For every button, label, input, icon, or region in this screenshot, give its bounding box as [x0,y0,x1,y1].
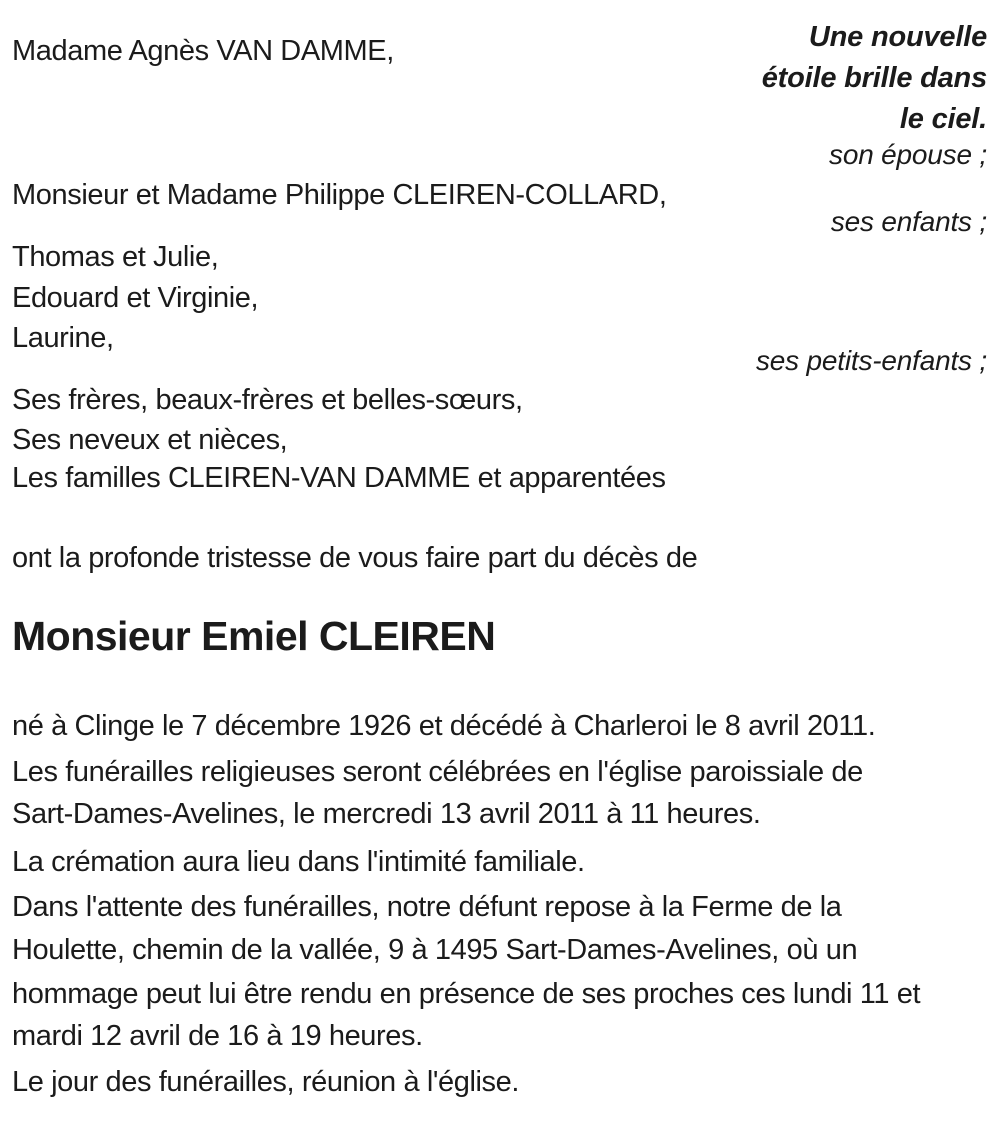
grandchild-name-line: Edouard et Virginie, [12,282,259,314]
detail-line-gathering: Le jour des funérailles, réunion à l'église. [12,1066,520,1098]
grandchild-name-line: Thomas et Julie, [12,241,219,273]
detail-line-funeral-1: Les funérailles religieuses seront célébrées en l'église paroissiale de [12,756,863,788]
memorial-quote-line-3: le ciel. [899,103,987,135]
grandchild-name-line: Laurine, [12,322,114,354]
family-line-nephews: Ses neveux et nièces, [12,424,288,456]
detail-line-birth-death: né à Clinge le 7 décembre 1926 et décédé à Charleroi le 8 avril 2011. [12,710,876,742]
memorial-quote-line-1: Une nouvelle [808,21,987,53]
deceased-name-heading: Monsieur Emiel CLEIREN [12,613,496,659]
relation-label-spouse: son épouse ; [829,139,987,170]
relation-label-grandchildren: ses petits-enfants ; [755,345,987,376]
announcement-intro: ont la profonde tristesse de vous faire part du décès de [12,542,698,574]
detail-line-repose-1: Dans l'attente des funérailles, notre défunt repose à la Ferme de la [12,891,842,923]
detail-line-cremation: La crémation aura lieu dans l'intimité familiale. [12,846,585,878]
children-names-line: Monsieur et Madame Philippe CLEIREN-COLLARD, [12,179,667,211]
detail-line-funeral-2: Sart-Dames-Avelines, le mercredi 13 avril 2011 à 11 heures. [12,798,761,830]
memorial-quote-line-2: étoile brille dans [761,62,987,94]
family-line-families: Les familles CLEIREN-VAN DAMME et apparentées [12,462,666,494]
relation-label-children: ses enfants ; [830,206,987,237]
detail-line-repose-2: Houlette, chemin de la vallée, 9 à 1495 Sart-Dames-Avelines, où un [12,934,858,966]
spouse-name-line: Madame Agnès VAN DAMME, [12,35,394,67]
family-line-siblings: Ses frères, beaux-frères et belles-sœurs, [12,384,523,416]
detail-line-repose-4: mardi 12 avril de 16 à 19 heures. [12,1020,423,1052]
detail-line-repose-3: hommage peut lui être rendu en présence de ses proches ces lundi 11 et [12,978,921,1010]
